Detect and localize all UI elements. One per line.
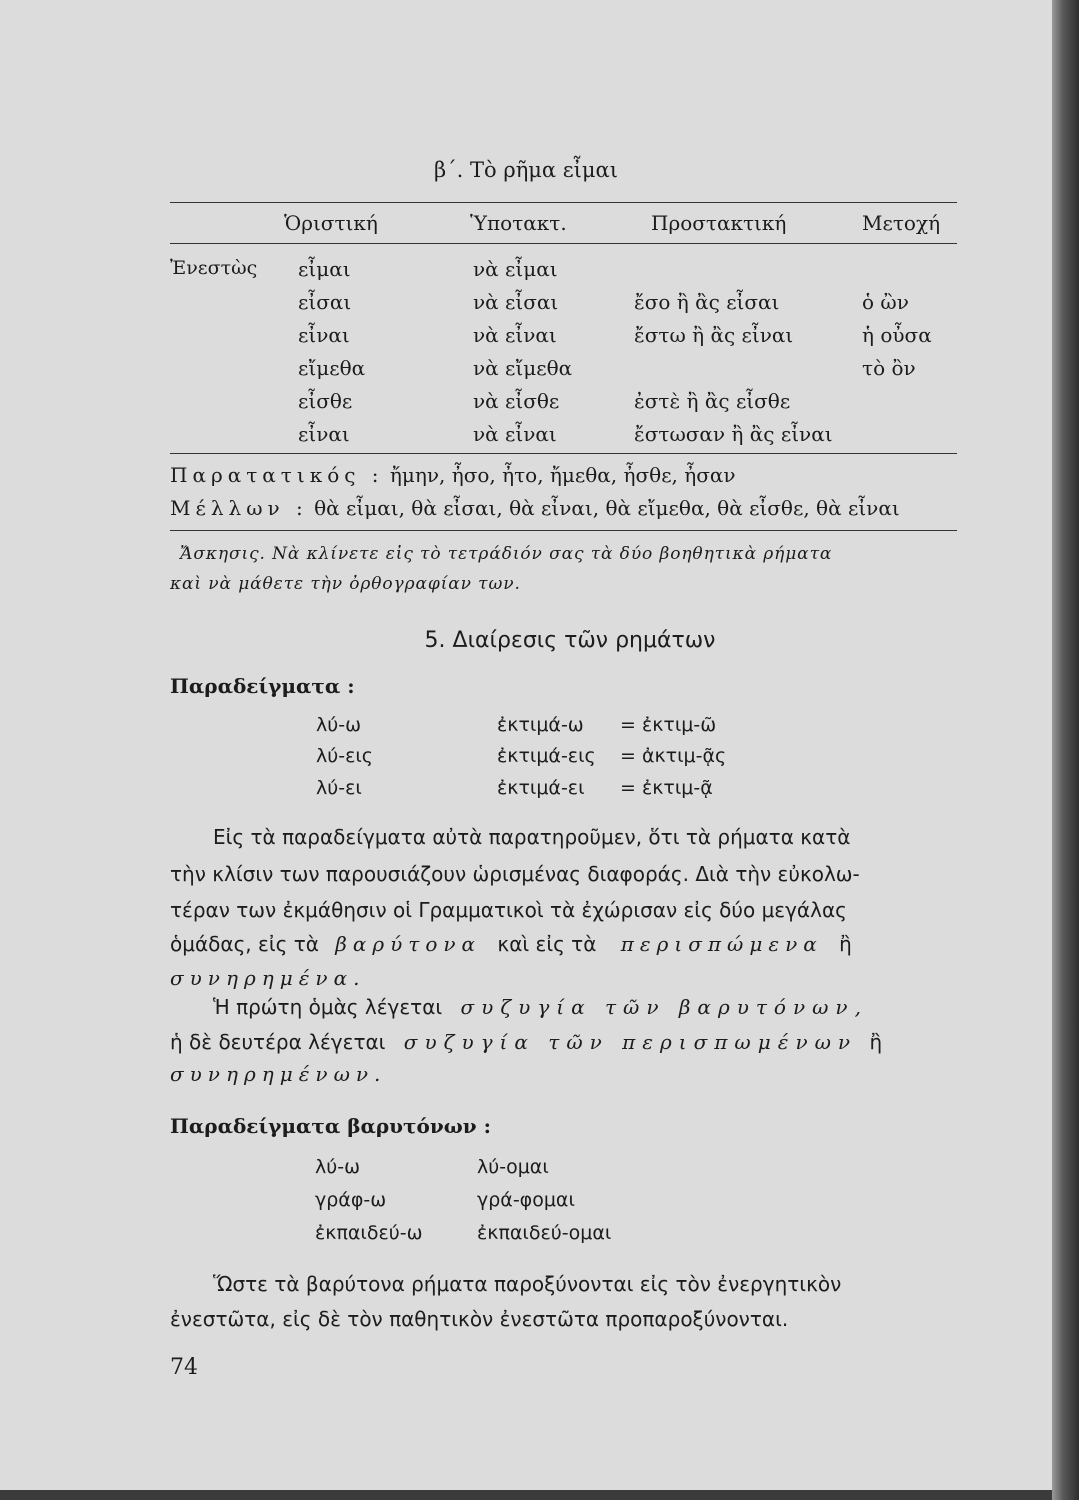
paragraph-line: τὴν κλίσιν των παρουσιάζουν ὡρισμένας διαφοράς. Διὰ τὴν εὐκολω- — [170, 862, 860, 886]
paratatikos-label: Παρατατικός : — [170, 463, 384, 487]
oristiki-cell: εἶναι — [298, 422, 350, 446]
paragraph-line: Εἰς τὰ παραδείγματα αὐτὰ παρατηροῦμεν, ὅτι τὰ ρήματα κατὰ — [213, 825, 851, 849]
passive-verb: λύ-ομαι — [477, 1156, 549, 1178]
paragraph-text: καὶ εἰς τὰ — [497, 932, 597, 956]
oristiki-cell: εἶναι — [298, 323, 350, 347]
header-ypotaktiki: Ὑποτακτ. — [470, 211, 567, 235]
paragraph-line: τέραν των ἐκμάθησιν οἱ Γραμματικοὶ τὰ ἐχώρισαν εἰς δύο μεγάλας — [170, 898, 847, 922]
examples-label: Παραδείγματα : — [170, 674, 355, 698]
mellon-forms: θὰ εἶμαι, θὰ εἶσαι, θὰ εἶναι, θὰ εἴμεθα, θὰ εἶσθε, θὰ εἶναι — [314, 496, 900, 520]
table-header-rule — [170, 243, 957, 244]
table-top-rule — [170, 202, 957, 203]
exercise-line-1: Ἄσκησις. Νὰ κλίνετε εἰς τὸ τετράδιόν σας τὰ δύο βοηθητικὰ ρήματα — [180, 544, 833, 564]
oristiki-cell: εἶμαι — [298, 257, 351, 281]
header-metochi: Μετοχή — [862, 211, 941, 235]
term-perispomena: περισπώμενα — [620, 932, 823, 956]
prostaktiki-cell: ἔστωσαν ἢ ἂς εἶναι — [634, 422, 833, 446]
section-heading: 5. Διαίρεσις τῶν ρημάτων — [424, 628, 716, 653]
mellon-row — [170, 496, 900, 520]
active-verb: λύ-ω — [315, 1156, 361, 1178]
prostaktiki-cell: ἐστὲ ἢ ἂς εἶσθε — [634, 389, 791, 413]
prostaktiki-cell: ἔσο ἢ ἂς εἶσαι — [634, 290, 780, 314]
term-synirimenon: συνηρημένων. — [170, 1062, 387, 1086]
paragraph-text: ἢ — [839, 932, 852, 956]
paragraph-line — [213, 995, 868, 1019]
paragraph-line — [170, 932, 852, 956]
example-contracted: = ἀκτιμ-ᾷς — [620, 745, 727, 767]
prostaktiki-cell: ἔστω ἢ ἂς εἶναι — [634, 323, 794, 347]
paratatikos-forms: ἤμην, ἦσο, ἦτο, ἤμεθα, ἦσθε, ἦσαν — [389, 463, 736, 487]
paragraph-text: ἢ — [869, 1030, 883, 1054]
example-verb: λύ-ω — [316, 714, 362, 736]
conclusion-line: ἐνεστῶτα, εἰς δὲ τὸν παθητικὸν ἐνεστῶτα προπαροξύνονται. — [170, 1307, 789, 1331]
paragraph-text: ὁμάδας, εἰς τὰ — [170, 932, 319, 956]
ypotaktiki-cell: νὰ εἶσαι — [473, 290, 559, 314]
mellon-label: Μέλλων : — [170, 496, 308, 520]
page-number: 74 — [170, 1355, 198, 1380]
oristiki-cell: εἶσθε — [298, 389, 353, 413]
active-verb: ἐκπαιδεύ-ω — [315, 1222, 423, 1244]
active-verb: γράφ-ω — [315, 1189, 387, 1211]
example-verb: λύ-ει — [316, 777, 362, 799]
paragraph-text: Ἡ πρώτη ὁμὰς λέγεται — [213, 995, 443, 1019]
passive-verb: ἐκπαιδεύ-ομαι — [477, 1222, 612, 1244]
conclusion-line: Ὥστε τὰ βαρύτονα ρήματα παροξύνονται εἰς τὸν ἐνεργητικὸν — [213, 1272, 842, 1296]
examples-barytonon-label: Παραδείγματα βαρυτόνων : — [170, 1114, 491, 1138]
paratatikos-row — [170, 463, 736, 487]
example-contracted: = ἐκτιμ-ῶ — [620, 714, 717, 736]
table-bottom-rule — [170, 530, 957, 531]
passive-verb: γρά-φομαι — [477, 1189, 575, 1211]
term-syzygia-barytonon: συζυγία τῶν βαρυτόνων, — [460, 995, 868, 1019]
term-barytona: βαρύτονα — [335, 932, 482, 956]
term-syzygia-perispomenon: συζυγία τῶν περισπωμένων — [403, 1030, 858, 1054]
header-oristiki: Ὁριστική — [284, 211, 378, 235]
ypotaktiki-cell: νὰ εἶναι — [473, 422, 557, 446]
exercise-line-2: καὶ νὰ μάθετε τὴν ὀρθογραφίαν των. — [170, 574, 521, 594]
oristiki-cell: εἶσαι — [298, 290, 352, 314]
ypotaktiki-cell: νὰ εἴμεθα — [473, 356, 573, 380]
paragraph-text: ἡ δὲ δευτέρα λέγεται — [170, 1030, 386, 1054]
example-verb: ἐκτιμά-ω — [497, 714, 584, 736]
header-prostaktiki: Προστακτική — [651, 211, 787, 235]
book-spine — [1052, 0, 1079, 1500]
table-middle-rule — [170, 453, 957, 454]
metochi-cell: ὁ ὢν — [862, 290, 909, 314]
term-synirimena: συνηρημένα. — [170, 966, 366, 990]
example-contracted: = ἐκτιμ-ᾷ — [620, 777, 713, 799]
metochi-cell: τὸ ὂν — [862, 356, 916, 380]
example-verb: ἐκτιμά-εις — [497, 745, 596, 767]
ypotaktiki-cell: νὰ εἶμαι — [473, 257, 558, 281]
ypotaktiki-cell: νὰ εἶσθε — [473, 389, 560, 413]
metochi-cell: ἡ οὖσα — [862, 323, 932, 347]
tense-label: Ἐνεστὼς — [170, 257, 258, 279]
oristiki-cell: εἴμεθα — [298, 356, 366, 380]
ypotaktiki-cell: νὰ εἶναι — [473, 323, 557, 347]
paragraph-line — [170, 1030, 882, 1054]
example-verb: ἐκτιμά-ει — [497, 777, 585, 799]
example-verb: λύ-εις — [316, 745, 373, 767]
page-title: β΄. Τὸ ρῆμα εἶμαι — [434, 158, 618, 182]
